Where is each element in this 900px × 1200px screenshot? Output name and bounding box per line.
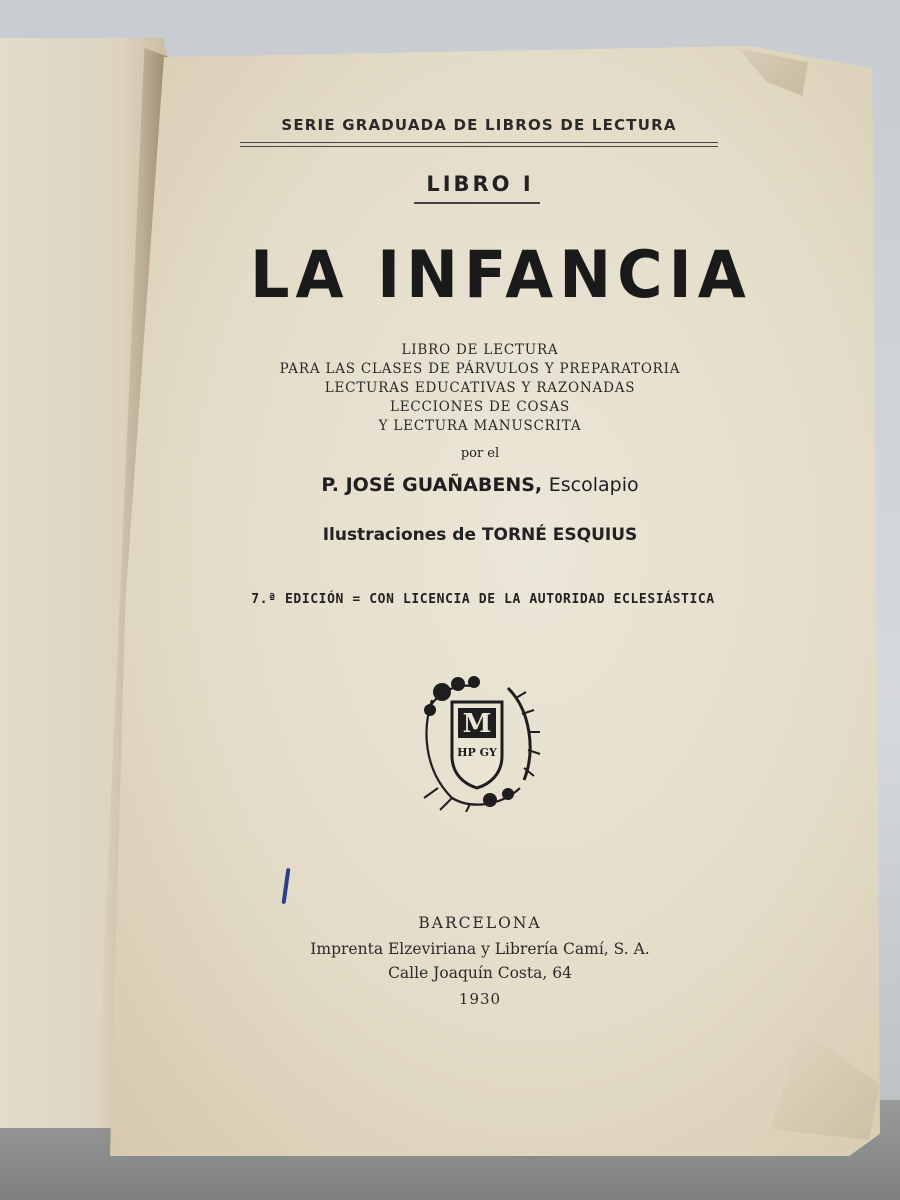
by-label: por el [460, 446, 500, 461]
book-number: LIBRO I [426, 172, 534, 196]
emblem-monogram: M [462, 709, 492, 739]
author-role: Escolapio [548, 474, 639, 496]
book-title: LA INFANCIA [250, 236, 752, 313]
subtitle-line: LIBRO DE LECTURA [401, 342, 559, 358]
series-heading: SERIE GRADUADA DE LIBROS DE LECTURA [281, 116, 677, 134]
emblem-initials: HP GY [457, 746, 497, 759]
author-line [260, 474, 700, 496]
subtitle-line: Y LECTURA MANUSCRITA [378, 418, 582, 434]
imprint-year: 1930 [458, 990, 502, 1008]
imprint-street: Calle Joaquín Costa, 64 [388, 964, 572, 982]
imprint-printer: Imprenta Elzeviriana y Librería Camí, S. A. [310, 940, 650, 958]
imprint-city: BARCELONA [418, 914, 542, 932]
book-number-rule [414, 202, 540, 204]
author-name: P. JOSÉ GUAÑABENS, [321, 474, 543, 496]
subtitle-line: PARA LAS CLASES DE PÁRVULOS Y PREPARATORIA [279, 361, 681, 377]
edition-line: 7.ª EDICIÓN = CON LICENCIA DE LA AUTORIDAD ECLESIÁSTICA [251, 592, 715, 607]
illustrator-credit: Ilustraciones de TORNÉ ESQUIUS [322, 525, 638, 545]
subtitle-line: LECTURAS EDUCATIVAS Y RAZONADAS [324, 380, 636, 396]
subtitle-line: LECCIONES DE COSAS [389, 399, 571, 415]
series-rule [240, 142, 718, 147]
printer-emblem-icon [412, 670, 544, 812]
